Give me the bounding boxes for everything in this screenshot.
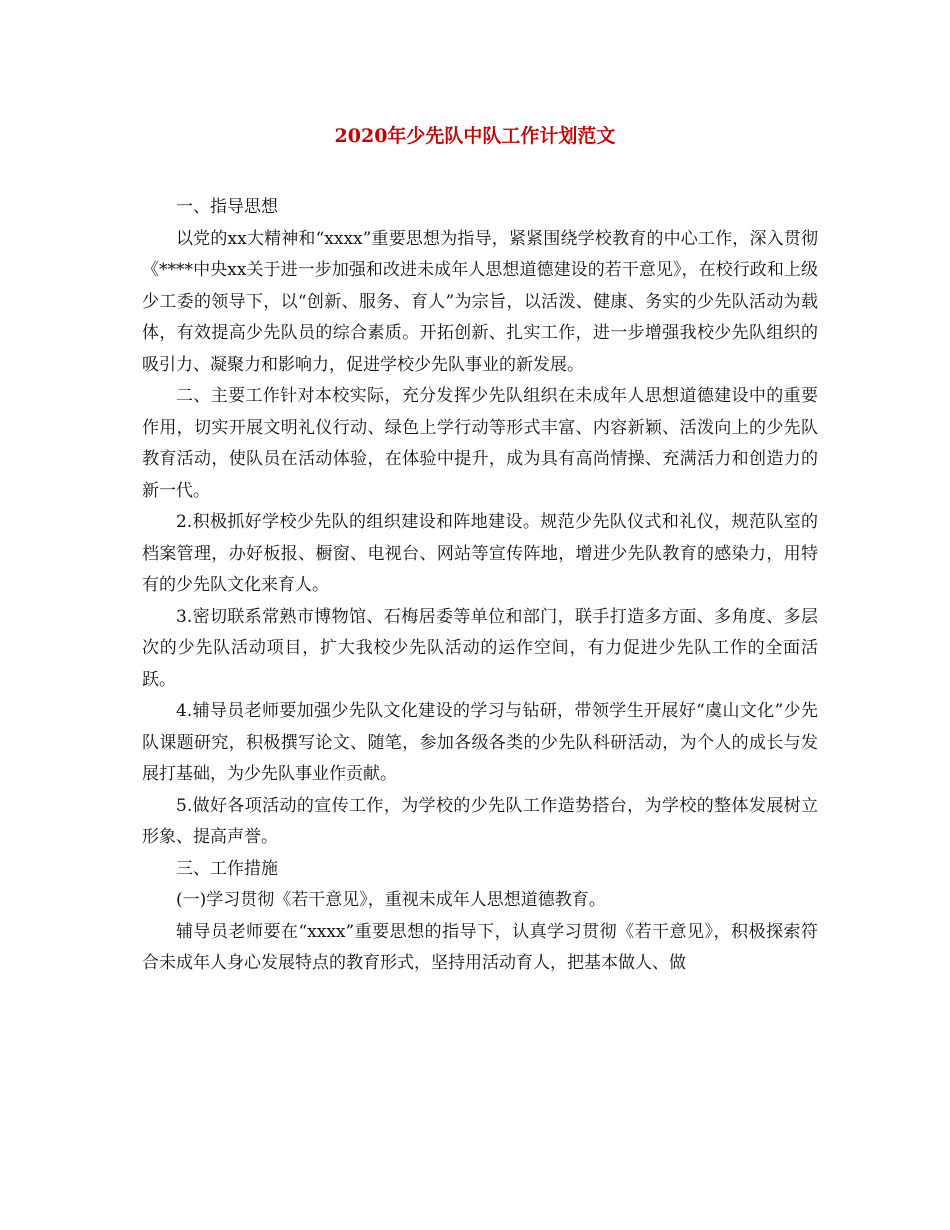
paragraph-item-2: 2.积极抓好学校少先队的组织建设和阵地建设。规范少先队仪式和礼仪，规范队室的档案管理，办好板报、橱窗、电视台、网站等宣传阵地，增进少先队教育的感染力，用特有的少先队文化来育人。 (142, 512, 818, 595)
paragraph-measure-1: 辅导员老师要在“xxxx”重要思想的指导下，认真学习贯彻《若干意见》，积极探索符合未成年人身心发展特点的教育形式，坚持用活动育人，把基本做人、做 (142, 921, 818, 973)
paragraph-item-4: 4.辅导员老师要加强少先队文化建设的学习与钻研，带领学生开展好“虞山文化”少先队课题研究，积极撰写论文、随笔，参加各级各类的少先队科研活动，为个人的成长与发展打基础，为少先队事业作贡献。 (142, 701, 818, 784)
heading-guiding-ideology: 一、指导思想 (176, 197, 278, 217)
paragraph-main-work: 二、主要工作针对本校实际，充分发挥少先队组织在未成年人思想道德建设中的重要作用，切实开展文明礼仪行动、绿色上学行动等形式丰富、内容新颖、活泼向上的少先队教育活动，使队员在活动体验，在体验中提升，成为具有高尚情操、充满活力和创造力的新一代。 (142, 386, 818, 501)
paragraph-guiding-ideology: 以党的xx大精神和“xxxx”重要思想为指导，紧紧围绕学校教育的中心工作，深入贯彻《****中央xx关于进一步加强和改进未成年人思想道德建设的若干意见》，在校行政和上级少工委的领导下，以“创新、服务、育人”为宗旨，以活泼、健康、务实的少先队活动为载体，有效提高少先队员的综合素质。开拓创新、扎实工作，进一步增强我校少先队组织的吸引力、凝聚力和影响力，促进学校少先队事业的新发展。 (142, 228, 818, 375)
paragraph-item-5: 5.做好各项活动的宣传工作，为学校的少先队工作造势搭台，为学校的整体发展树立形象、提高声誉。 (142, 795, 818, 847)
document-title: 2020年少先队中队工作计划范文 (334, 125, 616, 147)
paragraph-item-3: 3.密切联系常熟市博物馆、石梅居委等单位和部门，联手打造多方面、多角度、多层次的少先队活动项目，扩大我校少先队活动的运作空间，有力促进少先队工作的全面活跃。 (142, 606, 818, 690)
document-body (142, 192, 818, 980)
subheading-measure-1: (一)学习贯彻《若干意见》，重视未成年人思想道德教育。 (176, 890, 606, 910)
heading-work-measures: 三、工作措施 (176, 858, 278, 879)
